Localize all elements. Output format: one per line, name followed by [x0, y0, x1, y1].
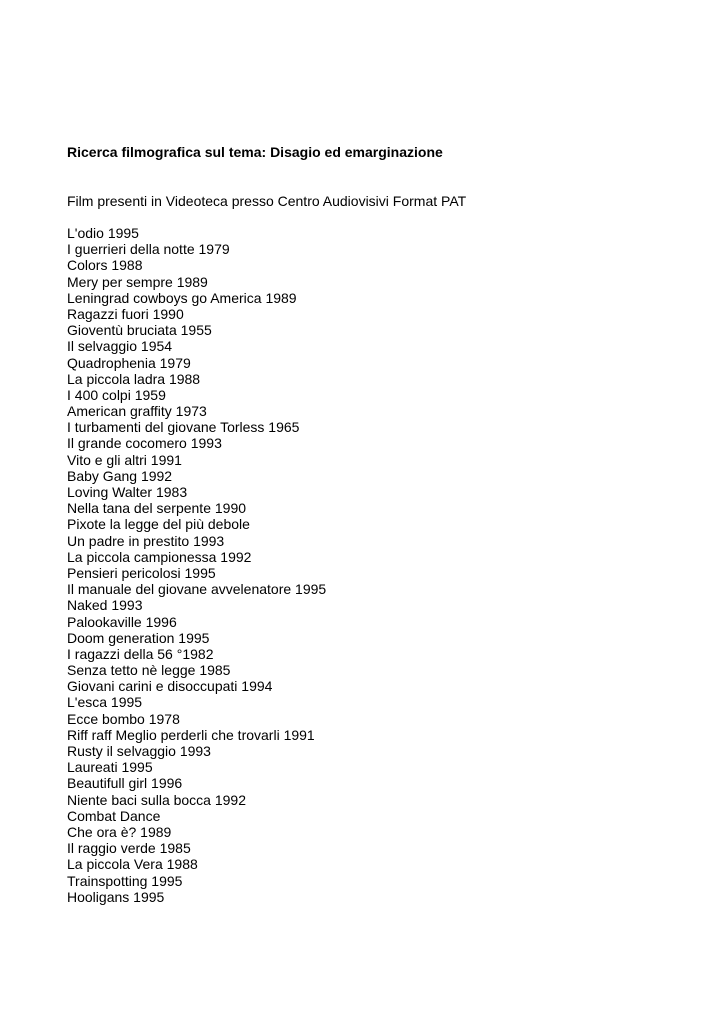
document-subtitle: Film presenti in Videoteca presso Centro Audiovisivi Format PAT	[67, 193, 467, 209]
film-list-item: La piccola Vera 1988	[67, 856, 198, 873]
film-list-item: Il raggio verde 1985	[67, 840, 191, 857]
film-list-item: Hooligans 1995	[67, 888, 165, 905]
film-list-item: Gioventù bruciata 1955	[67, 322, 212, 339]
film-list-item: Che ora è? 1989	[67, 823, 172, 840]
film-list-item: L'esca 1995	[67, 694, 143, 711]
film-list-item: Mery per sempre 1989	[67, 273, 208, 290]
film-list-item: Beautifull girl 1996	[67, 775, 183, 792]
film-list-item: Ecce bombo 1978	[67, 710, 180, 727]
film-list-item: Doom generation 1995	[67, 629, 210, 646]
film-list-item: I guerrieri della notte 1979	[67, 241, 230, 258]
film-list-item: Leningrad cowboys go America 1989	[67, 289, 297, 306]
film-list-item: Il grande cocomero 1993	[67, 435, 222, 452]
film-list-item: Ragazzi fuori 1990	[67, 305, 184, 322]
film-list-item: Quadrophenia 1979	[67, 354, 191, 371]
film-list-item: Baby Gang 1992	[67, 467, 173, 484]
film-list-item: I turbamenti del giovane Torless 1965	[67, 419, 300, 436]
film-list-item: Riff raff Meglio perderli che trovarli 1991	[67, 726, 315, 743]
film-list-item: Palookaville 1996	[67, 613, 177, 630]
film-list-item: La piccola ladra 1988	[67, 370, 201, 387]
film-list-item: Vito e gli altri 1991	[67, 451, 182, 468]
film-list-item: Un padre in prestito 1993	[67, 532, 225, 549]
film-list-item: Rusty il selvaggio 1993	[67, 743, 211, 759]
film-list-item: Naked 1993	[67, 597, 143, 614]
film-list-item: I ragazzi della 56 °1982	[67, 645, 214, 662]
film-list-item: Il manuale del giovane avvelenatore 1995	[67, 581, 327, 598]
film-list-item: Loving Walter 1983	[67, 484, 188, 500]
film-list-item: Nella tana del serpente 1990	[67, 500, 247, 517]
film-list	[67, 225, 326, 905]
film-list-item: Colors 1988	[67, 257, 143, 274]
film-list-item: American graffity 1973	[67, 403, 207, 420]
film-list-item: Combat Dance	[67, 807, 161, 824]
film-list-item: La piccola campionessa 1992	[67, 548, 252, 565]
film-list-item: Laureati 1995	[67, 759, 153, 776]
film-list-item: Trainspotting 1995	[67, 872, 183, 889]
document-title: Ricerca filmografica sul tema: Disagio ed emarginazione	[67, 144, 443, 160]
film-list-item: L'odio 1995	[67, 225, 139, 241]
film-list-item: I 400 colpi 1959	[67, 386, 166, 403]
film-list-item: Giovani carini e disoccupati 1994	[67, 678, 273, 695]
film-list-item: Pensieri pericolosi 1995	[67, 564, 216, 581]
film-list-item: Niente baci sulla bocca 1992	[67, 791, 247, 808]
film-list-item: Senza tetto nè legge 1985	[67, 662, 231, 679]
film-list-item: Il selvaggio 1954	[67, 338, 173, 355]
film-list-item: Pixote la legge del più debole	[67, 516, 250, 533]
